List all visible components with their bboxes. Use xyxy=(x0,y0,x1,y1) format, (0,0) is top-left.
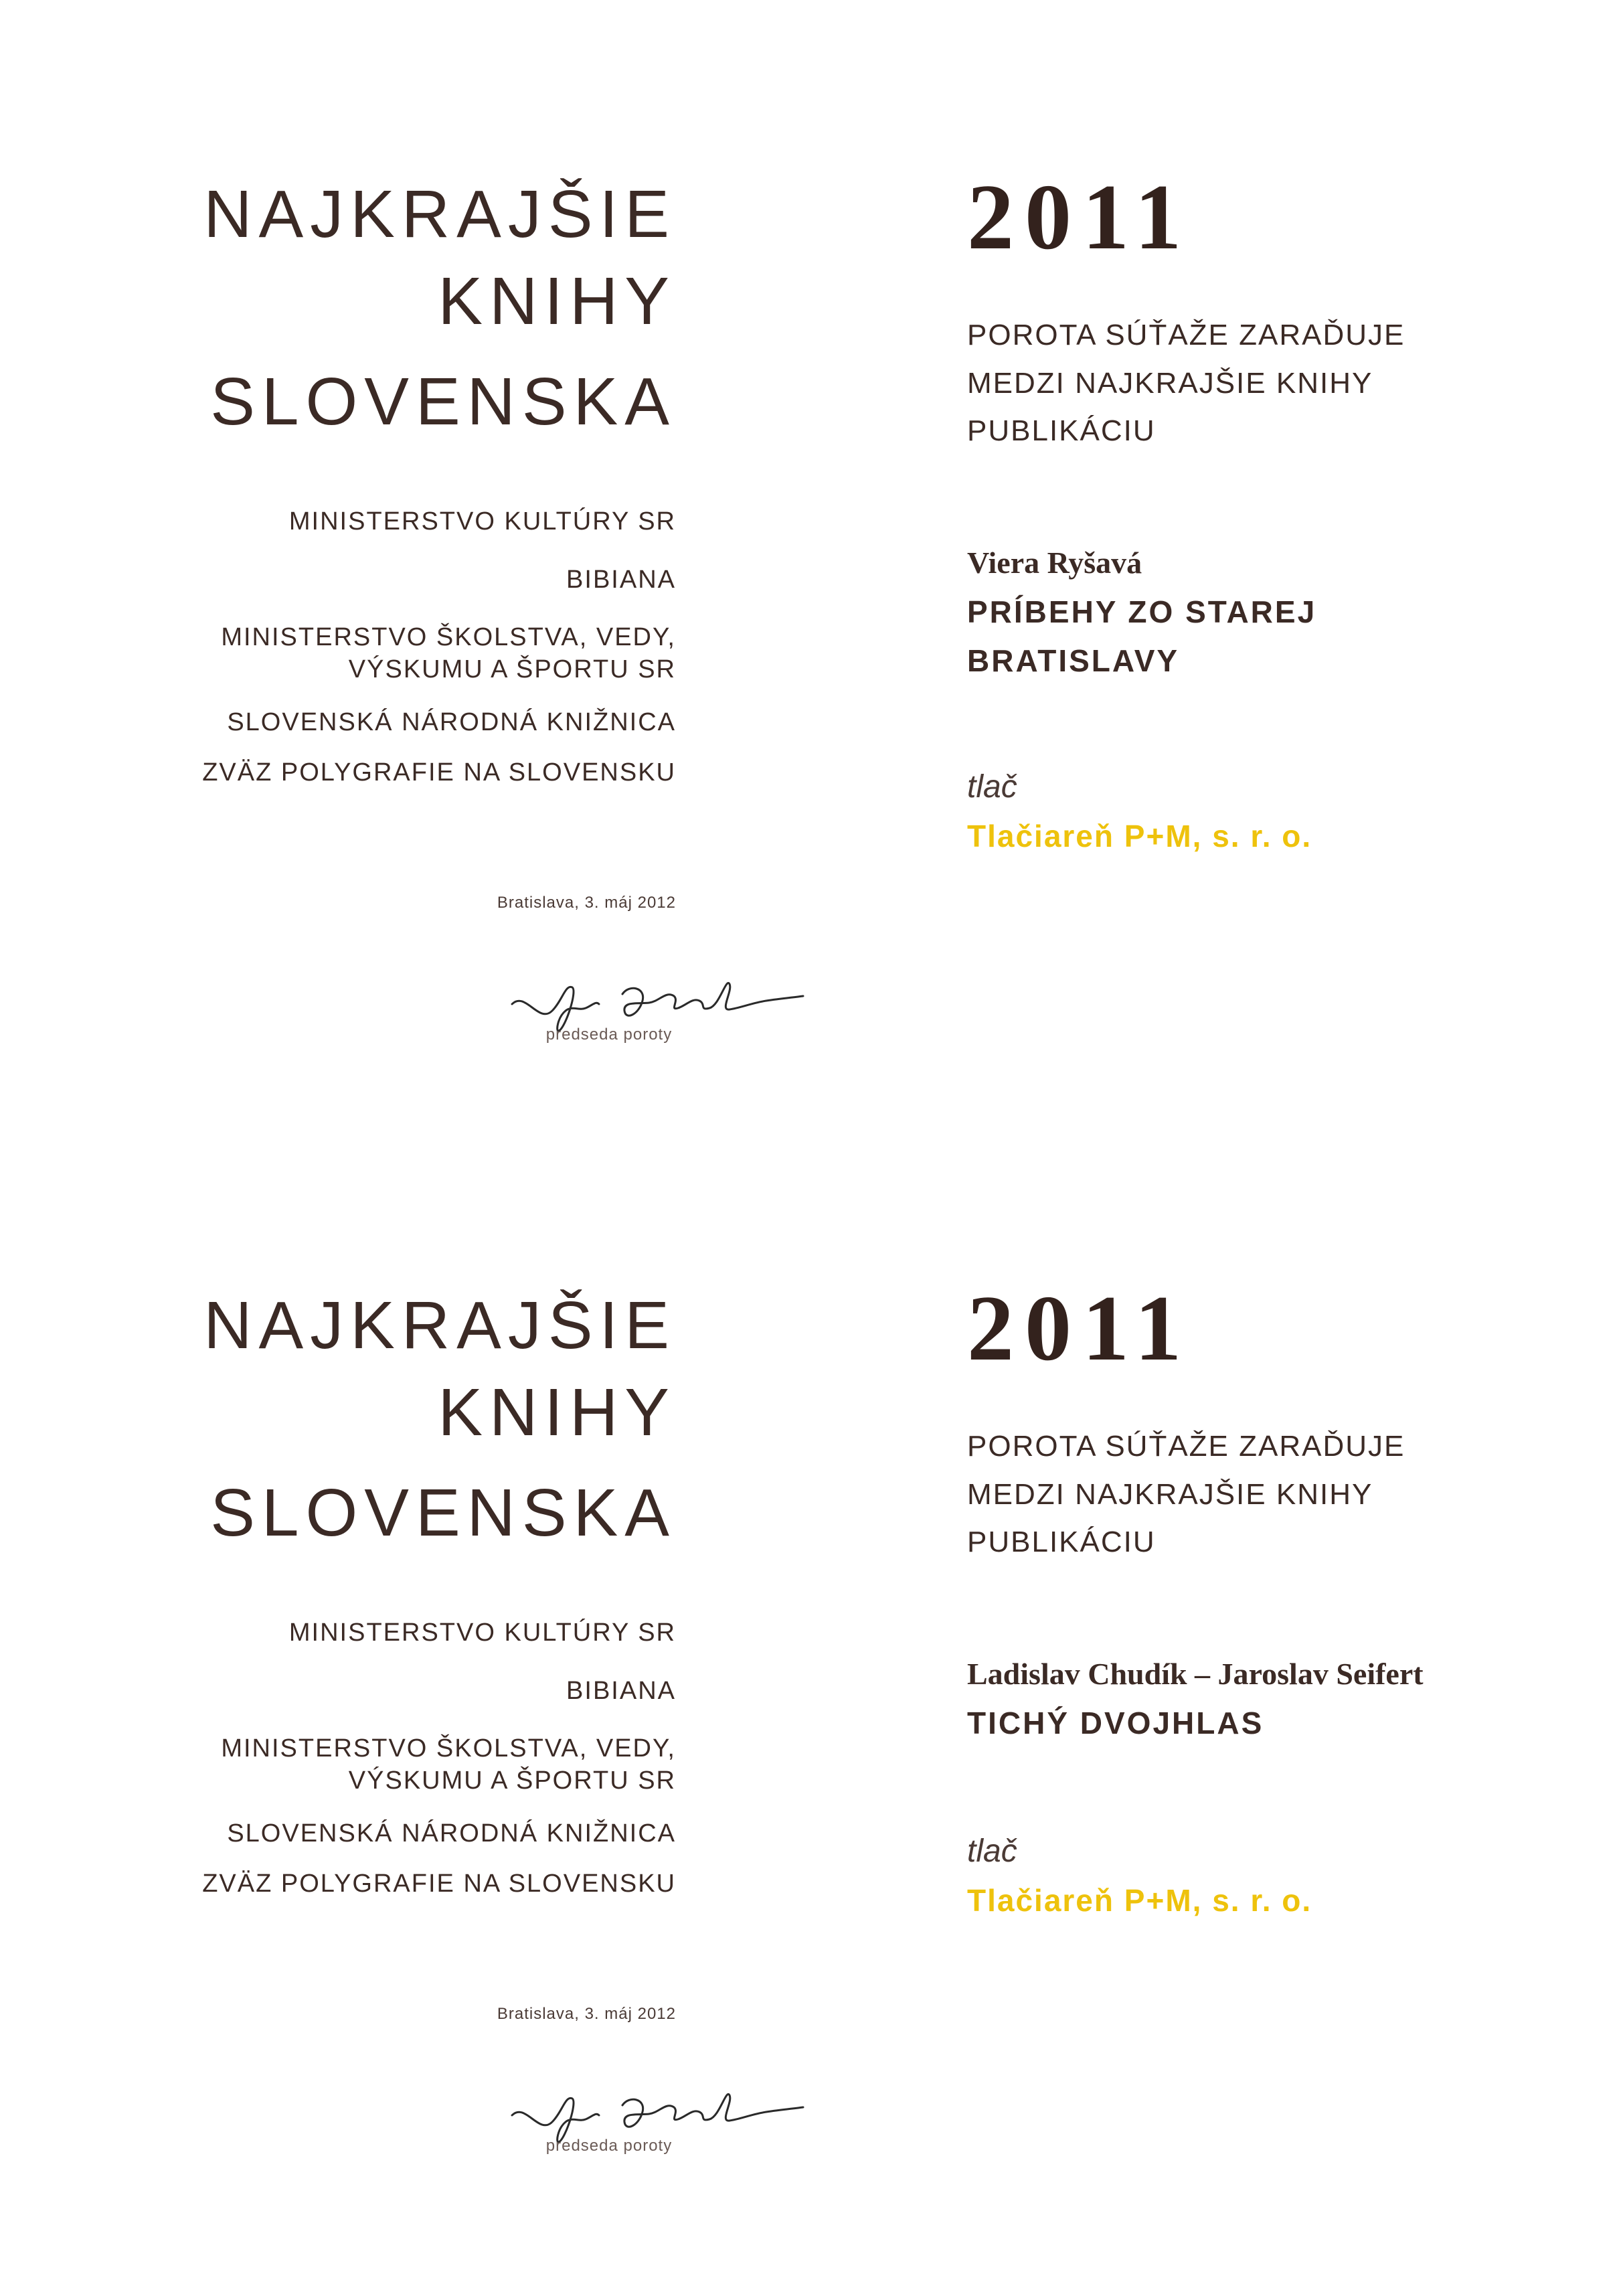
book-author: Viera Ryšavá xyxy=(967,546,1142,580)
book-title-line-1: TICHÝ DVOJHLAS xyxy=(967,1706,1264,1740)
print-label: tlač xyxy=(967,769,1017,805)
organizer-ministry-education xyxy=(134,1732,676,1797)
title-line-1: NAJKRAJŠIE xyxy=(203,177,676,252)
organizer-national-library: SLOVENSKÁ NÁRODNÁ KNIŽNICA xyxy=(227,1819,676,1848)
book-title-line-1: PRÍBEHY ZO STAREJ xyxy=(967,594,1317,629)
place-date: Bratislava, 3. máj 2012 xyxy=(497,894,676,912)
organizer-ministry-education-line-1: MINISTERSTVO ŠKOLSTVA, VEDY, xyxy=(221,623,676,651)
title-line-2: KNIHY xyxy=(438,1375,676,1450)
book-author: Ladislav Chudík – Jaroslav Seifert xyxy=(967,1657,1424,1691)
signature-caption: predseda poroty xyxy=(545,1026,673,1044)
book-title-line-2: BRATISLAVY xyxy=(967,643,1180,678)
organizer-polygraphy-union: ZVÄZ POLYGRAFIE NA SLOVENSKU xyxy=(202,758,676,787)
title-line-3: SLOVENSKA xyxy=(210,364,676,439)
print-label: tlač xyxy=(967,1833,1017,1869)
title-line-1: NAJKRAJŠIE xyxy=(203,1288,676,1363)
signature-caption: predseda poroty xyxy=(545,2137,673,2155)
place-date: Bratislava, 3. máj 2012 xyxy=(497,2005,676,2023)
organizer-polygraphy-union: ZVÄZ POLYGRAFIE NA SLOVENSKU xyxy=(202,1870,676,1898)
organizer-ministry-culture: MINISTERSTVO KULTÚRY SR xyxy=(288,507,676,536)
jury-line-1: POROTA SÚŤAŽE ZARAĎUJE xyxy=(967,319,1405,351)
organizer-bibiana: BIBIANA xyxy=(566,1677,676,1705)
organizer-national-library: SLOVENSKÁ NÁRODNÁ KNIŽNICA xyxy=(227,708,676,736)
award-year: 2011 xyxy=(967,165,1193,269)
certificate-1 xyxy=(0,0,1623,1138)
organizer-bibiana: BIBIANA xyxy=(566,566,676,594)
jury-line-1: POROTA SÚŤAŽE ZARAĎUJE xyxy=(967,1430,1405,1463)
jury-line-2: MEDZI NAJKRAJŠIE KNIHY xyxy=(967,1478,1373,1511)
jury-line-3: PUBLIKÁCIU xyxy=(967,414,1156,447)
printer-name: Tlačiareň P+M, s. r. o. xyxy=(967,819,1312,853)
jury-line-2: MEDZI NAJKRAJŠIE KNIHY xyxy=(967,367,1373,400)
organizer-ministry-education-line-1: MINISTERSTVO ŠKOLSTVA, VEDY, xyxy=(221,1734,676,1762)
printer-name: Tlačiareň P+M, s. r. o. xyxy=(967,1883,1312,1918)
title-line-2: KNIHY xyxy=(438,264,676,339)
organizer-ministry-culture: MINISTERSTVO KULTÚRY SR xyxy=(288,1619,676,1647)
organizer-ministry-education-line-2: VÝSKUMU A ŠPORTU SR xyxy=(348,1767,676,1795)
certificate-2 xyxy=(0,1111,1623,2249)
award-year: 2011 xyxy=(967,1277,1193,1380)
organizer-ministry-education-line-2: VÝSKUMU A ŠPORTU SR xyxy=(348,655,676,683)
jury-line-3: PUBLIKÁCIU xyxy=(967,1526,1156,1558)
organizer-ministry-education xyxy=(134,621,676,685)
title-line-3: SLOVENSKA xyxy=(210,1475,676,1550)
